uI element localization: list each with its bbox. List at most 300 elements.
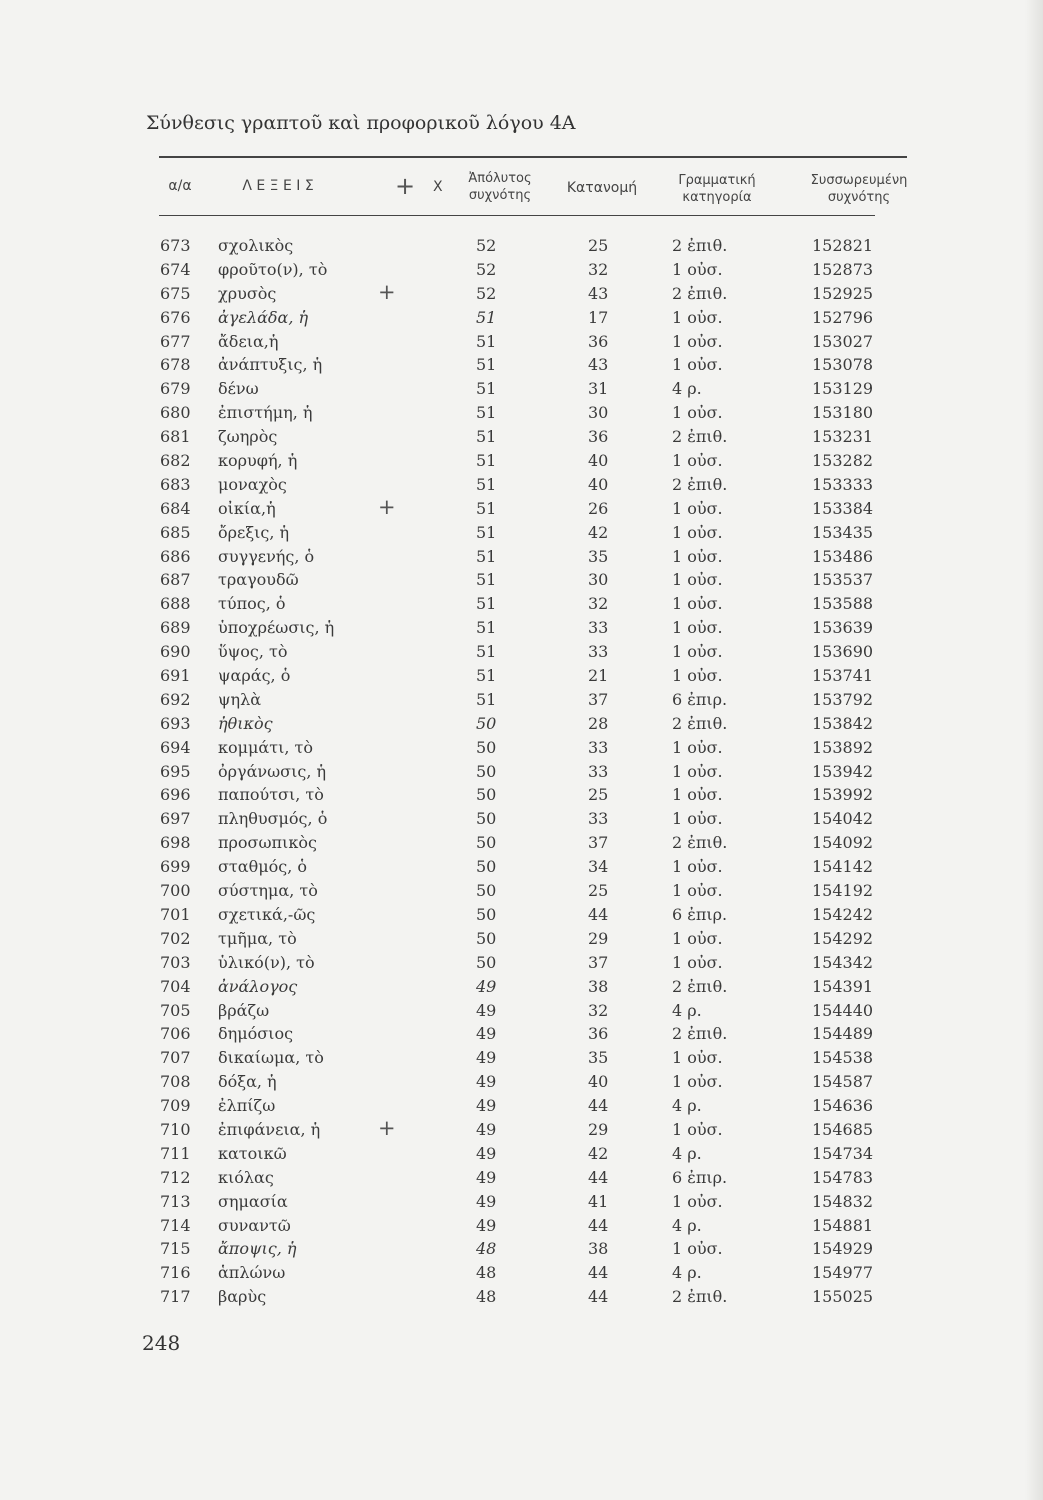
distribution-cell: 28 [588,713,609,733]
cumulative-frequency-cell: 154092 [812,833,874,853]
cumulative-frequency-cell: 153129 [812,379,874,399]
column-header-grammatical-category [662,172,772,206]
distribution-cell: 30 [588,403,609,423]
cumulative-frequency-cell: 153639 [812,618,874,638]
word-cell: κατοικῶ [218,1143,287,1163]
row-number: 698 [160,833,191,853]
grammatical-category-cell: 2 ἐπιθ. [672,427,728,447]
word-cell: ψηλὰ [218,689,262,709]
table-row [0,570,1043,594]
row-number: 677 [160,331,191,351]
distribution-cell: 42 [588,522,609,542]
table-row [0,1024,1043,1048]
word-cell: κιόλας [218,1167,274,1187]
word-cell: βράζω [218,1000,270,1020]
row-number: 673 [160,236,191,255]
word-cell: ὑποχρέωσις, ἡ [218,618,335,638]
word-cell: χρυσὸς [218,283,277,303]
distribution-cell: 25 [588,236,609,255]
grammatical-category-cell: 2 ἐπιθ. [672,1287,728,1307]
distribution-cell: 17 [588,307,609,327]
absolute-frequency-cell: 50 [476,761,497,781]
grammatical-category-cell: 6 ἐπιρ. [672,904,728,924]
grammatical-category-cell: 1 οὐσ. [672,522,723,542]
word-cell: δόξα, ἡ [218,1072,277,1092]
absolute-frequency-cell: 52 [476,283,497,303]
word-cell: ἠθικὸς [218,713,273,733]
word-cell: βαρὺς [218,1287,267,1307]
row-number: 683 [160,474,191,494]
distribution-cell: 43 [588,355,609,375]
table-row [0,494,1043,523]
absolute-frequency-cell: 50 [476,928,497,948]
absolute-frequency-cell: 49 [476,1167,497,1187]
grammatical-category-cell: 1 οὐσ. [672,307,723,327]
cumulative-frequency-cell: 154977 [812,1263,874,1283]
table-row [0,451,1043,475]
row-number: 694 [160,737,191,757]
absolute-frequency-cell: 50 [476,713,497,733]
grammatical-category-cell: 2 ἐπιθ. [672,713,728,733]
cumulative-frequency-cell: 154192 [812,881,874,901]
absolute-frequency-cell: 51 [476,689,497,709]
grammatical-category-cell: 1 οὐσ. [672,952,723,972]
table-row [0,236,1043,260]
grammatical-category-cell: 1 οὐσ. [672,498,723,518]
word-cell: τμῆμα, τὸ [218,928,297,948]
table-row [0,1072,1043,1096]
row-number: 696 [160,785,191,805]
cumulative-frequency-cell: 152821 [812,236,874,255]
word-cell: μοναχὸς [218,474,287,494]
distribution-cell: 34 [588,857,609,877]
cumulative-frequency-cell: 153792 [812,689,874,709]
grammatical-category-cell: 1 οὐσ. [672,331,723,351]
distribution-cell: 25 [588,785,609,805]
grammatical-category-cell: 6 ἐπιρ. [672,689,728,709]
grammatical-category-cell: 2 ἐπιθ. [672,474,728,494]
grammatical-category-cell: 1 οὐσ. [672,403,723,423]
cumulative-frequency-cell: 153537 [812,570,874,590]
absolute-frequency-cell: 51 [476,498,497,518]
grammatical-category-cell: 1 οὐσ. [672,594,723,614]
word-cell: σταθμός, ὁ [218,857,308,877]
table-row [0,475,1043,499]
word-cell: σχολικὸς [218,236,294,255]
cumulative-frequency-cell: 153741 [812,666,874,686]
word-cell: ψαράς, ὁ [218,666,291,686]
table-row [0,1263,1043,1287]
word-cell: δικαίωμα, τὸ [218,1048,324,1068]
cumulative-frequency-cell: 154881 [812,1215,874,1235]
absolute-frequency-cell: 49 [476,1000,497,1020]
distribution-cell: 33 [588,737,609,757]
word-cell: ὕψος, τὸ [218,642,288,662]
absolute-frequency-cell: 51 [476,307,497,327]
distribution-cell: 30 [588,570,609,590]
row-number: 705 [160,1000,191,1020]
distribution-cell: 36 [588,1024,609,1044]
row-number: 702 [160,928,191,948]
row-number: 691 [160,666,191,686]
plus-mark: + [378,1115,396,1140]
grammatical-category-cell: 1 οὐσ. [672,666,723,686]
table-row [0,1144,1043,1168]
cumulative-frequency-cell: 152873 [812,259,874,279]
cumulative-frequency-cell: 154342 [812,952,874,972]
word-cell: ἄποψις, ἡ [218,1239,297,1259]
column-header-distribution: Κατανομή [566,180,638,196]
column-header-grammar-line2: κατηγορία [682,190,752,205]
grammatical-category-cell: 1 οὐσ. [672,881,723,901]
word-cell: τύπος, ὁ [218,594,286,614]
cumulative-frequency-cell: 153842 [812,713,874,733]
cumulative-frequency-cell: 153384 [812,498,874,518]
distribution-cell: 36 [588,427,609,447]
row-number: 676 [160,307,191,327]
distribution-cell: 40 [588,1072,609,1092]
absolute-frequency-cell: 50 [476,904,497,924]
table-row [0,1096,1043,1120]
absolute-frequency-cell: 50 [476,952,497,972]
table-row [0,1239,1043,1263]
word-cell: ἀγελάδα, ἡ [218,307,309,327]
table-row [0,785,1043,809]
distribution-cell: 37 [588,952,609,972]
table-row [0,547,1043,571]
row-number: 715 [160,1239,191,1259]
distribution-cell: 37 [588,833,609,853]
cumulative-frequency-cell: 153992 [812,785,874,805]
distribution-cell: 32 [588,594,609,614]
cumulative-frequency-cell: 154685 [812,1119,874,1139]
column-header-cumulative-line1: Συσσωρευμένη [810,173,908,188]
grammatical-category-cell: 1 οὐσ. [672,1048,723,1068]
absolute-frequency-cell: 51 [476,379,497,399]
absolute-frequency-cell: 49 [476,976,497,996]
grammatical-category-cell: 1 οὐσ. [672,761,723,781]
word-cell: ὀργάνωσις, ἡ [218,761,327,781]
grammatical-category-cell: 1 οὐσ. [672,1072,723,1092]
row-number: 678 [160,355,191,375]
distribution-cell: 29 [588,928,609,948]
table-row [0,857,1043,881]
grammatical-category-cell: 2 ἐπιθ. [672,236,728,255]
table-row [0,953,1043,977]
grammatical-category-cell: 4 ρ. [672,1096,702,1116]
grammatical-category-cell: 1 οὐσ. [672,857,723,877]
distribution-cell: 26 [588,498,609,518]
grammatical-category-cell: 1 οὐσ. [672,642,723,662]
word-cell: ἐλπίζω [218,1096,276,1116]
absolute-frequency-cell: 51 [476,666,497,686]
distribution-cell: 44 [588,1215,609,1235]
word-cell: οἰκία,ἡ [218,498,276,518]
absolute-frequency-cell: 50 [476,833,497,853]
row-number: 680 [160,403,191,423]
cumulative-frequency-cell: 153690 [812,642,874,662]
grammatical-category-cell: 1 οὐσ. [672,570,723,590]
table-row [0,308,1043,332]
table-row [0,332,1043,356]
word-cell: κομμάτι, τὸ [218,737,314,757]
grammatical-category-cell: 2 ἐπιθ. [672,833,728,853]
grammatical-category-cell: 2 ἐπιθ. [672,283,728,303]
distribution-cell: 38 [588,976,609,996]
cumulative-frequency-cell: 153180 [812,403,874,423]
row-number: 695 [160,761,191,781]
absolute-frequency-cell: 51 [476,594,497,614]
cumulative-frequency-cell: 153333 [812,474,874,494]
cumulative-frequency-cell: 155025 [812,1287,874,1307]
distribution-cell: 44 [588,1263,609,1283]
grammatical-category-cell: 1 οὐσ. [672,809,723,829]
word-cell: ὑλικό(ν), τὸ [218,952,315,972]
table-row [0,355,1043,379]
distribution-cell: 21 [588,666,609,686]
distribution-cell: 42 [588,1143,609,1163]
distribution-cell: 35 [588,546,609,566]
word-cell: προσωπικὸς [218,833,317,853]
table-row [0,738,1043,762]
word-cell: ἐπιστήμη, ἡ [218,403,313,423]
absolute-frequency-cell: 51 [476,522,497,542]
row-number: 710 [160,1119,191,1139]
cumulative-frequency-cell: 153435 [812,522,874,542]
distribution-cell: 36 [588,331,609,351]
grammatical-category-cell: 2 ἐπιθ. [672,976,728,996]
row-number: 709 [160,1096,191,1116]
table-row [0,1001,1043,1025]
absolute-frequency-cell: 51 [476,427,497,447]
row-number: 690 [160,642,191,662]
cumulative-frequency-cell: 154391 [812,976,874,996]
row-number: 711 [160,1143,191,1163]
distribution-cell: 40 [588,451,609,471]
row-number: 686 [160,546,191,566]
word-cell: κορυφή, ἡ [218,451,298,471]
row-number: 706 [160,1024,191,1044]
absolute-frequency-cell: 49 [476,1119,497,1139]
distribution-cell: 29 [588,1119,609,1139]
table-row [0,403,1043,427]
absolute-frequency-cell: 51 [476,355,497,375]
cumulative-frequency-cell: 154734 [812,1143,874,1163]
row-number: 681 [160,427,191,447]
cumulative-frequency-cell: 153027 [812,331,874,351]
column-header-plus: + [395,172,416,200]
grammatical-category-cell: 1 οὐσ. [672,1119,723,1139]
grammatical-category-cell: 1 οὐσ. [672,259,723,279]
row-number: 712 [160,1167,191,1187]
cumulative-frequency-cell: 152796 [812,307,874,327]
word-cell: σημασία [218,1191,288,1211]
absolute-frequency-cell: 49 [476,1143,497,1163]
absolute-frequency-cell: 51 [476,451,497,471]
word-cell: ἐπιφάνεια, ἡ [218,1119,321,1139]
table-row [0,714,1043,738]
cumulative-frequency-cell: 154832 [812,1191,874,1211]
table-row [0,1216,1043,1240]
cumulative-frequency-cell: 153892 [812,737,874,757]
word-cell: σχετικά,-ῶς [218,904,316,924]
row-number: 703 [160,952,191,972]
grammatical-category-cell: 4 ρ. [672,1000,702,1020]
absolute-frequency-cell: 50 [476,785,497,805]
table-row [0,594,1043,618]
absolute-frequency-cell: 50 [476,857,497,877]
column-header-absolute-line2: συχνότης [468,188,532,203]
page-title: Σύνθεσις γραπτοῦ καὶ προφορικοῦ λόγου 4Α [146,112,576,134]
column-header-absolute-line1: Ἀπόλυτος [468,171,532,186]
absolute-frequency-cell: 51 [476,546,497,566]
table-row [0,1168,1043,1192]
grammatical-category-cell: 6 ἐπιρ. [672,1167,728,1187]
page-number: 248 [142,1331,181,1355]
cumulative-frequency-cell: 153078 [812,355,874,375]
distribution-cell: 31 [588,379,609,399]
cumulative-frequency-cell: 153282 [812,451,874,471]
distribution-cell: 33 [588,642,609,662]
absolute-frequency-cell: 49 [476,1048,497,1068]
cumulative-frequency-cell: 154440 [812,1000,874,1020]
table-row [0,260,1043,284]
table-row [0,762,1043,786]
row-number: 682 [160,451,191,471]
table-row [0,977,1043,1001]
word-cell: ἄδεια,ἡ [218,331,279,351]
cumulative-frequency-cell: 154042 [812,809,874,829]
row-number: 701 [160,904,191,924]
cumulative-frequency-cell: 154242 [812,904,874,924]
absolute-frequency-cell: 49 [476,1072,497,1092]
table-row [0,905,1043,929]
row-number: 692 [160,689,191,709]
distribution-cell: 37 [588,689,609,709]
word-cell: συναντῶ [218,1215,291,1235]
grammatical-category-cell: 1 οὐσ. [672,1239,723,1259]
table-row [0,1192,1043,1216]
grammatical-category-cell: 1 οὐσ. [672,355,723,375]
absolute-frequency-cell: 48 [476,1263,497,1283]
cumulative-frequency-cell: 153942 [812,761,874,781]
grammatical-category-cell: 1 οὐσ. [672,618,723,638]
absolute-frequency-cell: 51 [476,403,497,423]
frequency-table [0,236,1043,1311]
absolute-frequency-cell: 51 [476,570,497,590]
grammatical-category-cell: 4 ρ. [672,1143,702,1163]
row-number: 687 [160,570,191,590]
table-row [0,1287,1043,1311]
table-row [0,833,1043,857]
word-cell: ζωηρὸς [218,427,278,447]
absolute-frequency-cell: 48 [476,1287,497,1307]
row-number: 693 [160,713,191,733]
absolute-frequency-cell: 50 [476,809,497,829]
absolute-frequency-cell: 50 [476,737,497,757]
grammatical-category-cell: 1 οὐσ. [672,546,723,566]
row-number: 704 [160,976,191,996]
absolute-frequency-cell: 50 [476,881,497,901]
column-header-absolute-frequency [452,170,548,204]
row-number: 708 [160,1072,191,1092]
distribution-cell: 44 [588,1167,609,1187]
cumulative-frequency-cell: 154292 [812,928,874,948]
distribution-cell: 44 [588,1096,609,1116]
column-header-words: Λ Ε Ξ Ε Ι Σ [242,178,314,194]
table-row [0,690,1043,714]
table-row [0,881,1043,905]
row-number: 707 [160,1048,191,1068]
distribution-cell: 44 [588,1287,609,1307]
table-row [0,642,1043,666]
cumulative-frequency-cell: 154489 [812,1024,874,1044]
word-cell: δένω [218,379,259,399]
cumulative-frequency-cell: 154929 [812,1239,874,1259]
row-number: 679 [160,379,191,399]
table-row [0,1115,1043,1144]
distribution-cell: 32 [588,259,609,279]
cumulative-frequency-cell: 152925 [812,283,874,303]
distribution-cell: 33 [588,761,609,781]
column-header-x: Χ [433,179,443,195]
table-row [0,279,1043,308]
grammatical-category-cell: 1 οὐσ. [672,1191,723,1211]
absolute-frequency-cell: 48 [476,1239,497,1259]
grammatical-category-cell: 4 ρ. [672,1215,702,1235]
word-cell: σύστημα, τὸ [218,881,318,901]
cumulative-frequency-cell: 153486 [812,546,874,566]
row-number: 697 [160,809,191,829]
cumulative-frequency-cell: 154636 [812,1096,874,1116]
distribution-cell: 35 [588,1048,609,1068]
row-number: 685 [160,522,191,542]
word-cell: τραγουδῶ [218,570,299,590]
grammatical-category-cell: 1 οὐσ. [672,785,723,805]
absolute-frequency-cell: 52 [476,259,497,279]
cumulative-frequency-cell: 154783 [812,1167,874,1187]
cumulative-frequency-cell: 154142 [812,857,874,877]
table-row [0,1048,1043,1072]
column-header-cumulative-line2: συχνότης [827,190,891,205]
cumulative-frequency-cell: 154587 [812,1072,874,1092]
table-row [0,666,1043,690]
word-cell: πληθυσμός, ὁ [218,809,328,829]
row-number: 717 [160,1287,191,1307]
row-number: 688 [160,594,191,614]
distribution-cell: 43 [588,283,609,303]
table-row [0,618,1043,642]
absolute-frequency-cell: 49 [476,1191,497,1211]
absolute-frequency-cell: 51 [476,642,497,662]
grammatical-category-cell: 1 οὐσ. [672,737,723,757]
row-number: 714 [160,1215,191,1235]
header-top-rule [159,156,907,158]
distribution-cell: 33 [588,618,609,638]
word-cell: ἀνάπτυξις, ἡ [218,355,323,375]
distribution-cell: 25 [588,881,609,901]
distribution-cell: 40 [588,474,609,494]
grammatical-category-cell: 2 ἐπιθ. [672,1024,728,1044]
grammatical-category-cell: 1 οὐσ. [672,928,723,948]
distribution-cell: 41 [588,1191,609,1211]
absolute-frequency-cell: 51 [476,618,497,638]
table-row [0,523,1043,547]
table-row [0,929,1043,953]
table-row [0,379,1043,403]
cumulative-frequency-cell: 154538 [812,1048,874,1068]
word-cell: ἁπλώνω [218,1263,286,1283]
